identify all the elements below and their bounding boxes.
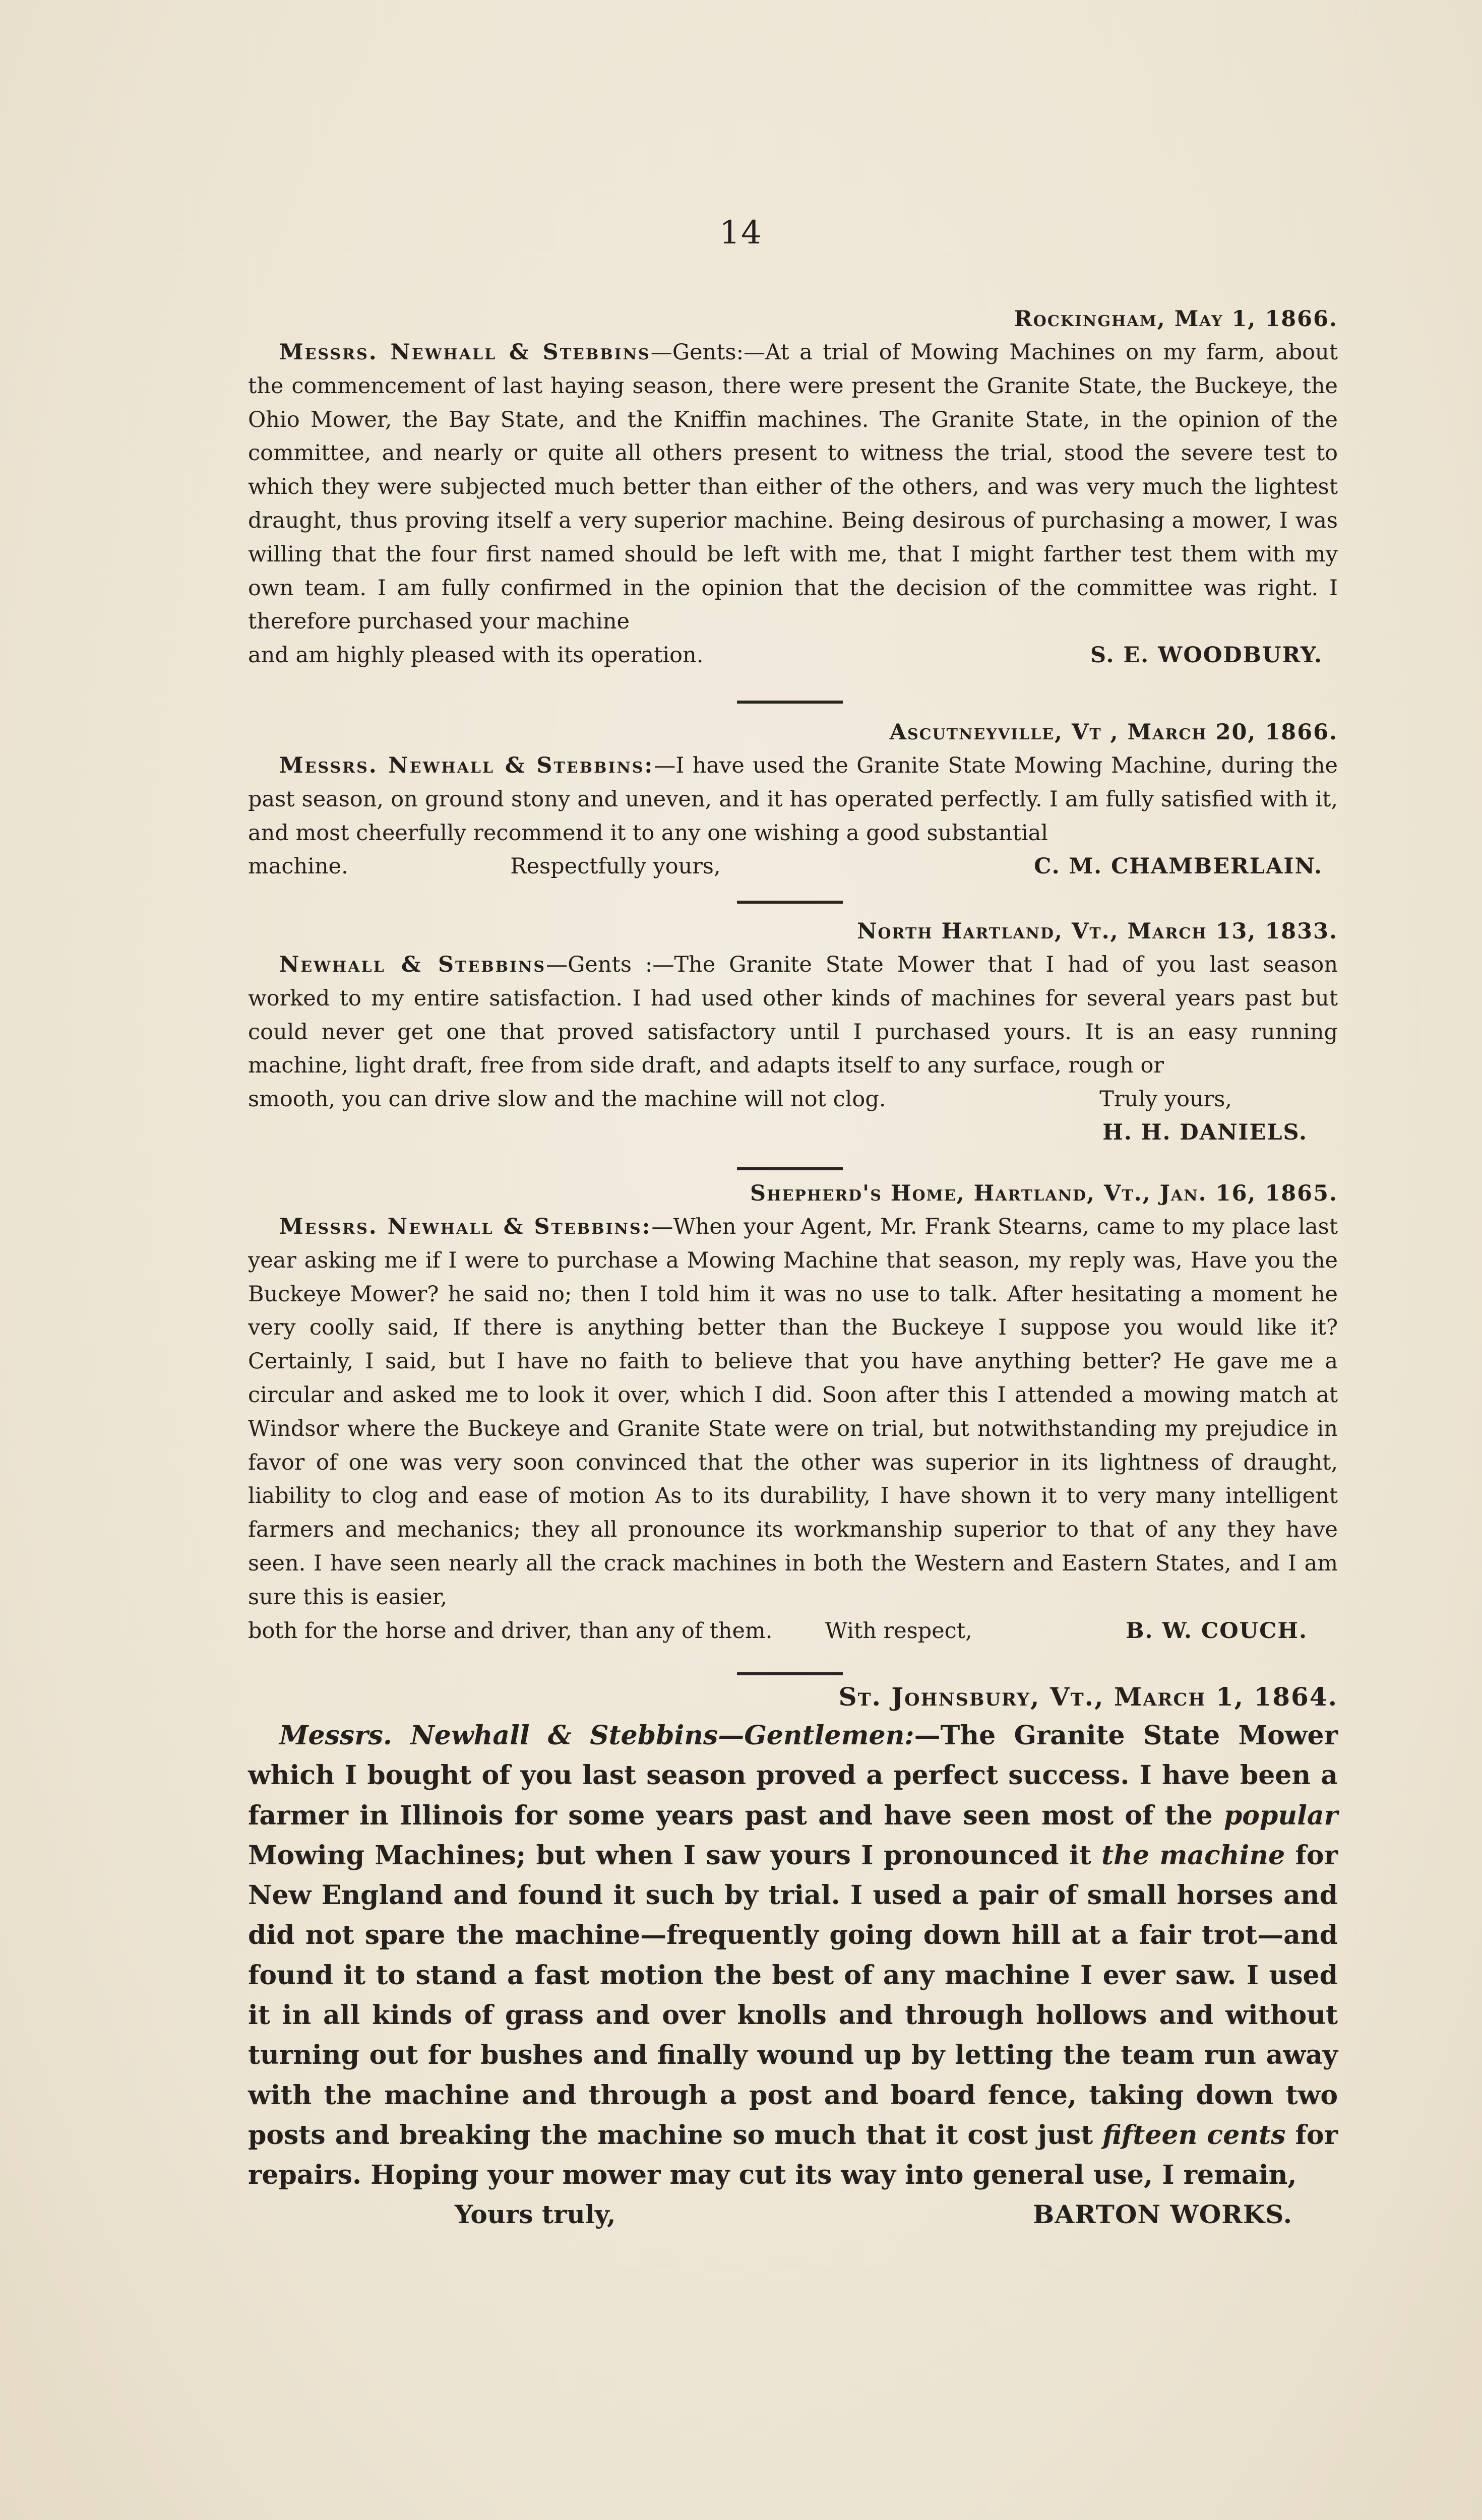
letter-dateline: Rockingham, May 1, 1866. xyxy=(1014,306,1338,332)
letter-couch xyxy=(248,1177,1338,1648)
letter-closing: Truly yours, xyxy=(1099,1087,1232,1112)
letter-last-line: both for the horse and driver, than any of them. xyxy=(248,1618,773,1644)
letter-body: Newhall & Stebbins—Gents :—The Granite State Mower that I had of you last season worked to my entire satisfaction. I had used other kinds of machines for several years past but could never get one that proved satisfactory until I purchased yours. It is an easy running machine, light draft, free from side draft, and adapts itself to any surface, rough or xyxy=(248,952,1338,1079)
letter-signature: H. H. DANIELS. xyxy=(1102,1120,1308,1146)
letter-closing: Respectfully yours, xyxy=(510,854,721,879)
letter-dateline: Shepherd's Home, Hartland, Vt., Jan. 16, 1865. xyxy=(750,1181,1338,1206)
letter-body: Messrs. Newhall & Stebbins:—I have used the Granite State Mowing Machine, during the past season, on ground stony and uneven, and it has operated perfectly. I am fully satisfied with it, and most cheerfully recommend it to any one wishing a good substantial xyxy=(248,753,1338,846)
letter-signature: C. M. CHAMBERLAIN. xyxy=(1034,854,1323,879)
letter-salutation: Messrs. Newhall & Stebbins: xyxy=(279,753,654,778)
letter-closing-line xyxy=(248,850,1338,883)
letter-barton-works xyxy=(248,1678,1338,2234)
letter-last-line: smooth, you can drive slow and the machine will not clog. xyxy=(248,1087,886,1112)
page-number: 14 xyxy=(719,214,763,251)
letter-dateline: St. Johnsbury, Vt., March 1, 1864. xyxy=(838,1682,1338,1712)
letter-dateline: North Hartland, Vt., March 13, 1833. xyxy=(857,919,1338,944)
letter-closing: With respect, xyxy=(825,1618,972,1644)
letter-signature: BARTON WORKS. xyxy=(1032,2199,1292,2229)
letter-salutation: Messrs. Newhall & Stebbins: xyxy=(279,1214,652,1239)
letter-closing-line xyxy=(248,1083,1338,1116)
letter-dateline: Ascutneyville, Vt , March 20, 1866. xyxy=(889,720,1338,745)
letter-closing-line xyxy=(248,1614,1338,1648)
letter-signature: B. W. COUCH. xyxy=(1126,1618,1308,1644)
divider-rule xyxy=(737,701,843,704)
letter-woodbury xyxy=(248,302,1338,672)
letter-closing-line xyxy=(248,2195,1338,2234)
divider-rule xyxy=(737,1167,843,1170)
letter-last-line: machine. xyxy=(248,854,348,879)
letter-body: Messrs. Newhall & Stebbins—Gents:—At a trial of Mowing Machines on my farm, about the commencement of last haying season, there were present the Granite State, the Buckeye, the Ohio Mower, the Bay State, and the Kniffin machines. The Granite State, in the opinion of the committee, and nearly or quite all others present to witness the trial, stood the severe test to which they were subjected much better than either of the others, and was very much the lightest draught, thus proving itself a very superior machine. Being desirous of purchasing a mower, I was willing that the four first named should be left with me, that I might farther test them with my own team. I am fully confirmed in the opinion that the decision of the committee was right. I therefore purchased your machine xyxy=(248,340,1338,635)
letter-last-line: and am highly pleased with its operation. xyxy=(248,643,704,668)
letter-chamberlain xyxy=(248,716,1338,883)
letter-body: Messrs. Newhall & Stebbins:—When your Agent, Mr. Frank Stearns, came to my place last year asking me if I were to purchase a Mowing Machine that season, my reply was, Have you the Buckeye Mower? he said no; then I told him it was no use to talk. After hesitating a moment he very coolly said, If there is anything better than the Buckeye I suppose you would like it? Certainly, I said, but I have no faith to believe that you have anything better? He gave me a circular and asked me to look it over, which I did. Soon after this I attended a mowing match at Windsor where the Buckeye and Granite State were on trial, but notwithstanding my prejudice in favor of one was very soon convinced that the other was superior in its lightness of draught, liability to clog and ease of motion As to its durability, I have shown it to very many intelligent farmers and mechanics; they all pronounce its workmanship superior to that of any they have seen. I have seen nearly all the crack machines in both the Western and Eastern States, and I am sure this is easier, xyxy=(248,1214,1338,1610)
letter-body: Messrs. Newhall & Stebbins—Gentlemen:—The Granite State Mower which I bought of you last season proved a perfect success. I have been a farmer in Illinois for some years past and have seen most of the popular Mowing Machines; but when I saw yours I pronounced it the machine for New England and found it such by trial. I used a pair of small horses and did not spare the machine—frequently going down hill at a fair trot—and found it to stand a fast motion the best of any machine I ever saw. I used it in all kinds of grass and over knolls and through hollows and without turning out for bushes and finally wound up by letting the team run away with the machine and through a post and board fence, taking down two posts and breaking the machine so much that it cost just fifteen cents for repairs. Hoping your mower may cut its way into general use, I remain, xyxy=(248,1720,1338,2191)
letter-daniels xyxy=(248,915,1338,1149)
divider-rule xyxy=(737,1672,843,1675)
letter-salutation: Newhall & Stebbins xyxy=(279,952,546,977)
divider-rule xyxy=(737,901,843,904)
letter-salutation: Messrs. Newhall & Stebbins xyxy=(279,340,651,365)
letter-salutation: Messrs. Newhall & Stebbins—Gentlemen: xyxy=(279,1720,914,1751)
letter-closing-line xyxy=(248,639,1338,672)
letter-closing: Yours truly, xyxy=(455,2199,616,2229)
letter-signature: S. E. WOODBURY. xyxy=(1090,643,1323,668)
